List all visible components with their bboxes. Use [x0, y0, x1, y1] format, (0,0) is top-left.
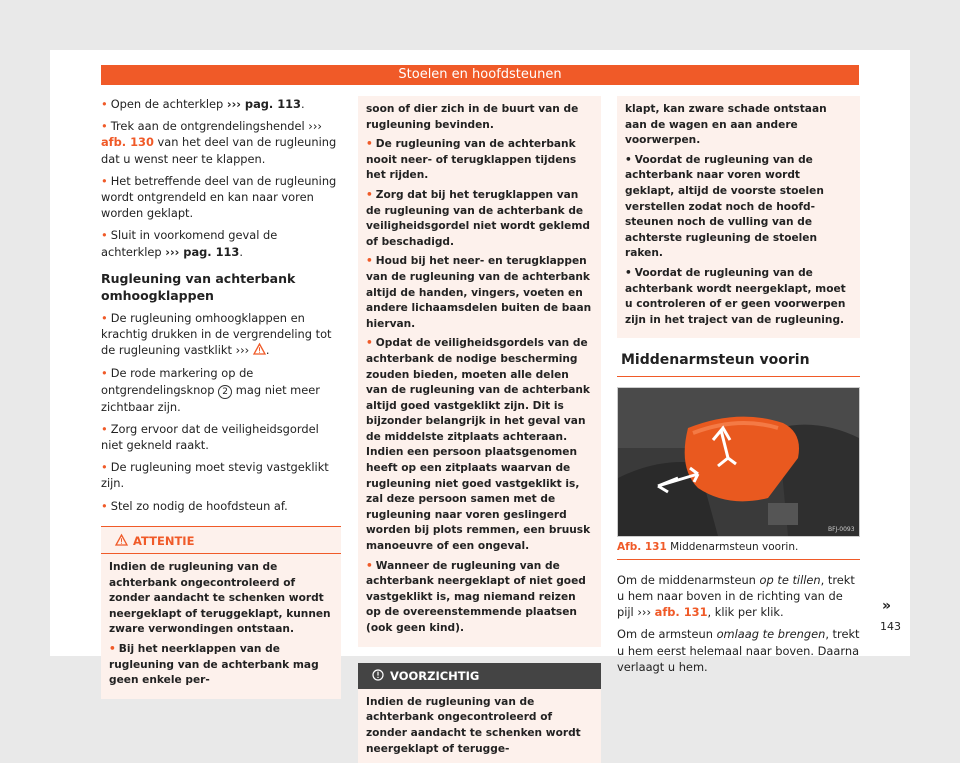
- info-circle-icon: [372, 669, 390, 683]
- notice-header: VOORZICHTIG: [358, 663, 601, 689]
- warning-bullet: • Zorg dat bij het terugklappen van de rugleuning van de achterbank de veiligheidsgordel niet wordt geklemd of beschadigd.: [366, 188, 590, 248]
- warning-icon[interactable]: [253, 343, 266, 359]
- column-middle: [358, 96, 601, 763]
- warning-bullet: • Opdat de veiligheidsgordels van de achterbank de nodige bescherming zouden bieden, moeten alle delen van de rugleuning van de achterbank altijd goed vastgeklikt zijn. Dit is bijzonder belangrijk in het geval van de middelste zitplaats achteraan. Indien een persoon plaatsgenomen heeft op een zitplaats waarvan de rugleuning niet goed vastgeklikt is, zal deze persoon samen met de rugleuning naar voren geslingerd worden bij plots remmen, een bruusk manoeuvre of een ongeval.: [366, 337, 591, 553]
- figure-ref-link[interactable]: afb. 130: [101, 135, 154, 150]
- warning-header: ATTENTIE: [101, 527, 341, 554]
- warning-text: soon of dier zich in de buurt van de rugleuning bevinden.: [366, 103, 579, 131]
- warning-icon: [115, 534, 133, 548]
- page-number: 143: [880, 620, 901, 633]
- warning-body: [101, 554, 341, 699]
- notice-text: klapt, kan zware schade ontstaan aan de wagen en aan andere voorwerpen.: [625, 103, 827, 147]
- figure-code: BFJ-0093: [828, 525, 855, 533]
- warning-box-continued: [358, 96, 601, 647]
- warning-box: [101, 526, 341, 699]
- step-headrest: • Stel zo nodig de hoofdsteun af.: [101, 498, 288, 513]
- step-release-lever: • Trek aan de ontgrendelingshendel ››› afb. 130 van het deel van de rugleuning dat u wenst neer te klappen.: [101, 119, 337, 166]
- warning-bullet: • Bij het neerklappen van de rugleuning van de achterbank mag geen enkele per-: [109, 643, 319, 687]
- notice-body: [617, 96, 860, 338]
- figure-caption: Afb. 131 Middenarmsteun voorin.: [617, 539, 860, 560]
- armrest-raise-text: Om de middenarmsteun op te tillen, trekt u hem naar boven in de richting van de pijl ››› afb. 131, klik per klik.: [617, 572, 855, 620]
- step-unlocked: • Het betreffende deel van de rugleuning wordt ontgrendeld en kan naar voren worden geklapt.: [101, 173, 337, 221]
- warning-bullet: • De rugleuning van de achterbank nooit neer- of terugklappen tijdens het rijden.: [366, 138, 577, 182]
- step-fold-up: • De rugleuning omhoogklappen en krachtig drukken in de vergrendeling tot de rugleuning vastklikt ››› .: [101, 310, 341, 360]
- step-red-marking: • De rode markering op de ontgrendelingsknop 2 mag niet meer zichtbaar zijn.: [101, 366, 320, 414]
- armrest-figure: [617, 387, 860, 537]
- warning-body: [358, 96, 601, 647]
- page-ref-link[interactable]: ››› pag. 113: [165, 244, 240, 259]
- page-ref-link[interactable]: ››› pag. 113: [226, 97, 301, 111]
- notice-box-continued: [617, 96, 860, 338]
- warning-text: Indien de rugleuning van de achterbank ongecontroleerd of zonder aandacht te schenken wordt neergeklapt of teruggeklapt, kunnen zware verwondingen ontstaan.: [109, 561, 331, 636]
- subheading: Rugleuning van achterbank omhoogklappen: [101, 270, 296, 303]
- warning-bullet: • Wanneer de rugleuning van de achterbank neergeklapt of niet goed vastgeklikt is, mag niemand reizen op de overeenstemmende plaatsen (ook geen kind).: [366, 559, 586, 634]
- figure-ref-link[interactable]: afb. 131: [654, 605, 708, 620]
- warning-bullet: • Houd bij het neer- en terugklappen van de rugleuning van de achterbank altijd de handen, vingers, voeten en andere lichaamsdelen buiten de baan hiervan.: [366, 255, 592, 330]
- armrest-lower-text: Om de armsteun omlaag te brengen, trekt u hem eerst helemaal naar boven. Daarna verlaagt u hem.: [617, 627, 860, 674]
- notice-box: [358, 663, 601, 763]
- callout-number: 2: [218, 385, 232, 399]
- section-title: Middenarmsteun voorin: [617, 338, 860, 376]
- step-close-tailgate: • Sluit in voorkomend geval de achterklep ››› pag. 113.: [101, 228, 278, 259]
- step-open-tailgate: • Open de achterklep ››› pag. 113.: [101, 97, 305, 111]
- armrest-illustration: [618, 388, 859, 536]
- step-locked: • De rugleuning moet stevig vastgeklikt zijn.: [101, 460, 329, 491]
- manual-page: [50, 50, 910, 755]
- page-header: Stoelen en hoofdsteunen: [101, 65, 859, 85]
- step-belt: • Zorg ervoor dat de veiligheidsgordel niet gekneld raakt.: [101, 421, 319, 453]
- notice-bullet: • Voordat de rugleuning van de achterbank naar voren wordt geklapt, altijd de voorste stoelen verstellen zodat noch de hoofdsteunen noch de vulling van de achterste rugleuning de stoelen raken.: [625, 153, 824, 260]
- continue-marker: »: [882, 598, 892, 614]
- column-left: [101, 96, 341, 699]
- column-right: [617, 96, 860, 681]
- notice-bullet: • Voordat de rugleuning van de achterbank wordt neergeklapt, moet u controleren of er geen voorwerpen zijn in het traject van de rugleuning.: [625, 266, 846, 326]
- notice-body: Indien de rugleuning van de achterbank ongecontroleerd of zonder aandacht te schenken wordt neergeklapt of terugge-: [366, 695, 581, 755]
